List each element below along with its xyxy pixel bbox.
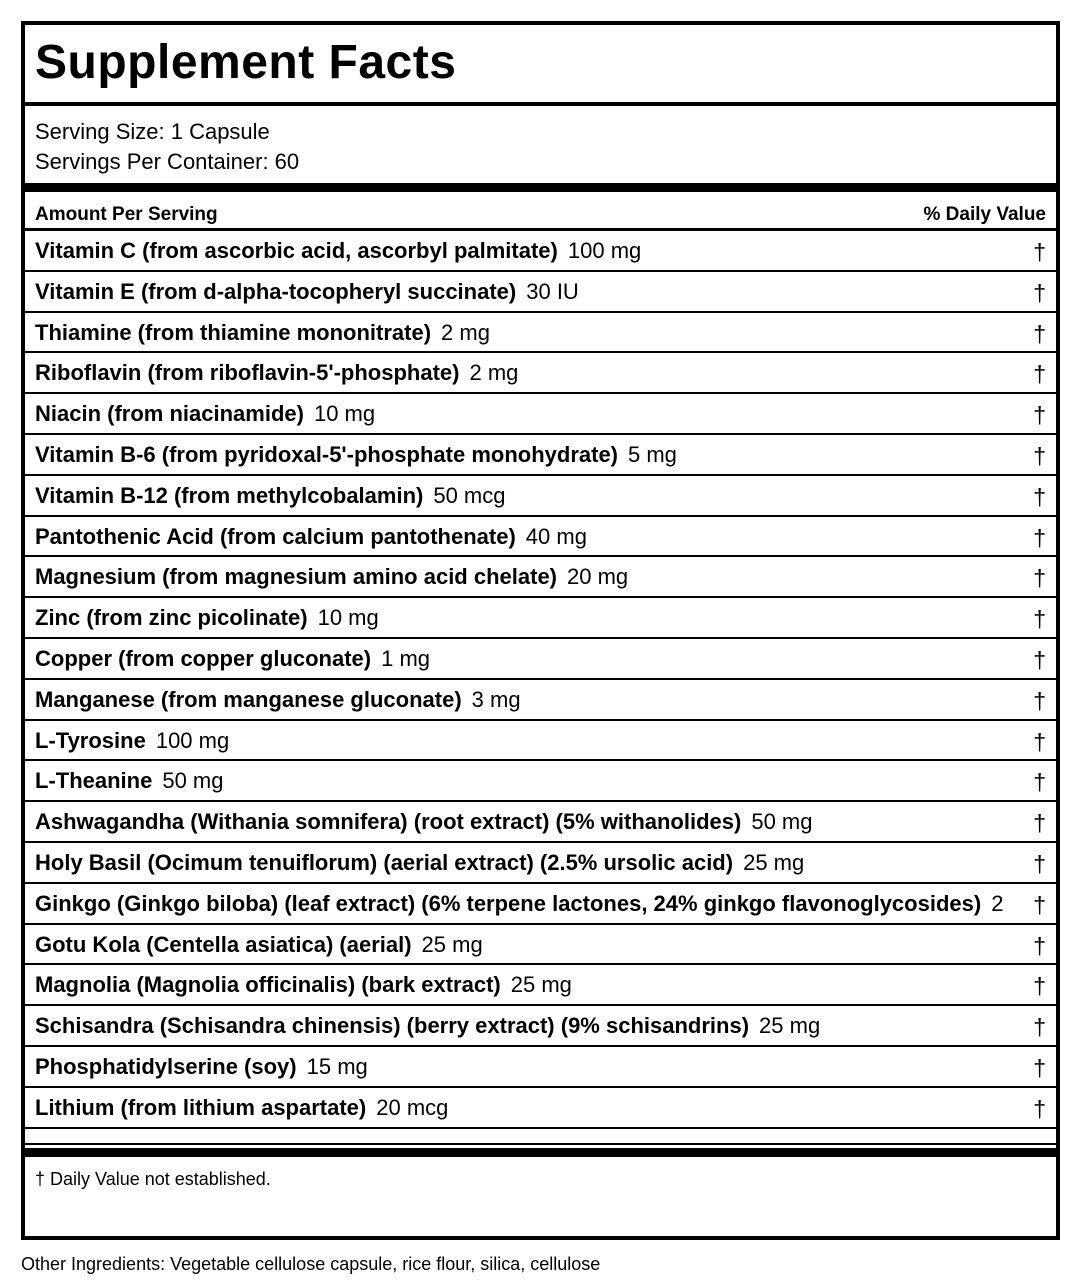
daily-value-dagger: † — [1033, 687, 1046, 714]
daily-value-dagger: † — [1033, 1014, 1046, 1041]
daily-value-dagger: † — [1033, 361, 1046, 388]
column-header — [25, 198, 1056, 228]
nutrient-name: Ginkgo (Ginkgo biloba) (leaf extract) (6% terpene lactones, 24% ginkgo flavonoglycosides) — [35, 890, 982, 916]
nutrient-row — [25, 1088, 1056, 1129]
nutrient-name: Niacin (from niacinamide) — [35, 401, 304, 427]
nutrient-text — [35, 728, 229, 754]
nutrient-text — [35, 524, 587, 550]
nutrient-name: Magnolia (Magnolia officinalis) (bark extract) — [35, 972, 501, 998]
nutrient-amount: 30 IU — [526, 278, 579, 304]
nutrient-row — [25, 353, 1056, 394]
daily-value-dagger: † — [1033, 279, 1046, 306]
nutrient-name: Vitamin C (from ascorbic acid, ascorbyl palmitate) — [35, 238, 558, 263]
daily-value-dagger: † — [1033, 1095, 1046, 1122]
nutrient-name: Holy Basil (Ocimum tenuiflorum) (aerial extract) (2.5% ursolic acid) — [35, 849, 734, 875]
nutrient-text — [35, 1054, 368, 1080]
nutrient-amount: 50 mg — [751, 809, 813, 835]
nutrient-text — [35, 809, 813, 835]
nutrient-text — [35, 238, 641, 264]
nutrient-row — [25, 761, 1056, 802]
nutrient-amount: 2 mg — [469, 360, 519, 386]
nutrient-name: Schisandra (Schisandra chinensis) (berry extract) (9% schisandrins) — [35, 1013, 750, 1039]
nutrient-text — [35, 483, 506, 509]
nutrient-name: Gotu Kola (Centella asiatica) (aerial) — [35, 931, 412, 957]
nutrient-amount: 3 mg — [471, 686, 521, 712]
nutrient-row — [25, 272, 1056, 313]
nutrient-row — [25, 1006, 1056, 1047]
daily-value-dagger: † — [1033, 932, 1046, 959]
serving-info — [35, 117, 299, 177]
nutrient-text — [35, 320, 490, 346]
nutrient-row — [25, 313, 1056, 354]
nutrient-row — [25, 435, 1056, 476]
nutrient-text — [35, 1095, 448, 1121]
nutrient-text — [35, 279, 579, 305]
nutrient-name: Manganese (from manganese gluconate) — [35, 686, 462, 712]
nutrient-amount: 20 mg — [567, 564, 629, 590]
nutrient-row — [25, 802, 1056, 843]
nutrient-amount: 20 mcg — [376, 1094, 449, 1120]
daily-value-dagger: † — [1033, 891, 1046, 918]
nutrient-text — [35, 891, 1003, 917]
nutrient-text — [35, 442, 677, 468]
nutrient-row — [25, 476, 1056, 517]
daily-value-dagger: † — [1033, 1054, 1046, 1081]
nutrient-name: L-Theanine — [35, 768, 153, 794]
nutrient-row — [25, 680, 1056, 721]
nutrient-list — [25, 231, 1056, 1129]
nutrient-amount: 10 mg — [317, 605, 379, 631]
nutrient-text — [35, 605, 379, 631]
nutrient-text — [35, 360, 518, 386]
nutrient-amount: 15 mg — [306, 1053, 368, 1079]
nutrient-name: Vitamin B-12 (from methylcobalamin) — [35, 482, 424, 508]
nutrient-amount: 10 mg — [313, 401, 376, 427]
nutrient-name: Copper (from copper gluconate) — [35, 645, 372, 671]
nutrient-row — [25, 517, 1056, 558]
daily-value-dagger: † — [1033, 850, 1046, 877]
nutrient-text — [35, 768, 224, 794]
nutrient-name: Lithium (from lithium aspartate) — [35, 1094, 367, 1120]
nutrient-amount: 5 mg — [628, 441, 677, 467]
nutrient-name: Zinc (from zinc picolinate) — [35, 605, 308, 631]
nutrient-text — [35, 972, 572, 998]
nutrient-amount: 100 mg — [567, 238, 642, 263]
daily-value-dagger: † — [1033, 810, 1046, 837]
daily-value-dagger: † — [1033, 973, 1046, 1000]
nutrient-row — [25, 394, 1056, 435]
nutrient-row — [25, 639, 1056, 680]
servings-per-container: Servings Per Container: 60 — [35, 149, 300, 174]
nutrient-row — [25, 231, 1056, 272]
thick-divider-top — [25, 183, 1056, 192]
nutrient-row — [25, 965, 1056, 1006]
nutrient-row — [25, 721, 1056, 762]
nutrient-amount: 25 mg — [510, 972, 572, 998]
daily-value-dagger: † — [1033, 646, 1046, 673]
nutrient-row — [25, 557, 1056, 598]
nutrient-amount: 25 mg — [421, 931, 483, 957]
daily-value-dagger: † — [1033, 320, 1046, 347]
nutrient-row — [25, 598, 1056, 639]
nutrient-amount: 50 mg — [162, 768, 224, 794]
other-ingredients: Other Ingredients: Vegetable cellulose capsule, rice flour, silica, cellulose — [21, 1254, 601, 1274]
title-box — [25, 25, 1056, 106]
nutrient-name: Ashwagandha (Withania somnifera) (root extract) (5% withanolides) — [35, 809, 742, 835]
nutrient-amount: 1 mg — [381, 645, 431, 671]
daily-value-dagger: † — [1033, 728, 1046, 755]
nutrient-text — [35, 646, 430, 672]
nutrient-text — [35, 932, 483, 958]
daily-value-dagger: † — [1033, 442, 1046, 469]
nutrient-name: Vitamin E (from d-alpha-tocopheryl succinate) — [35, 278, 517, 304]
nutrient-row — [25, 843, 1056, 884]
amount-per-serving-header: Amount Per Serving — [35, 204, 218, 225]
nutrient-name: Pantothenic Acid (from calcium pantothenate) — [35, 523, 516, 549]
nutrient-name: Riboflavin (from riboflavin-5'-phosphate) — [35, 360, 460, 386]
nutrient-text — [35, 850, 804, 876]
nutrient-amount: 2 — [991, 890, 1004, 916]
daily-value-dagger: † — [1033, 483, 1046, 510]
daily-value-header: % Daily Value — [923, 204, 1046, 225]
daily-value-dagger: † — [1033, 524, 1046, 551]
nutrient-text — [35, 687, 521, 713]
nutrient-text — [35, 401, 375, 427]
nutrient-amount: 100 mg — [155, 727, 230, 753]
nutrient-row — [25, 1047, 1056, 1088]
nutrient-text — [35, 1013, 820, 1039]
nutrient-row — [25, 925, 1056, 966]
daily-value-dagger: † — [1033, 239, 1046, 265]
serving-size: Serving Size: 1 Capsule — [35, 119, 270, 144]
daily-value-dagger: † — [1033, 565, 1046, 592]
nutrient-amount: 50 mcg — [433, 482, 506, 508]
bottom-thin-rule — [25, 1143, 1056, 1145]
daily-value-dagger: † — [1033, 769, 1046, 796]
daily-value-dagger: † — [1033, 402, 1046, 429]
nutrient-row — [25, 884, 1056, 925]
nutrient-name: Phosphatidylserine (soy) — [35, 1053, 297, 1079]
nutrient-text — [35, 564, 628, 590]
panel-title: Supplement Facts — [35, 36, 457, 89]
footnote: † Daily Value not established. — [35, 1169, 271, 1189]
supplement-facts-panel — [21, 21, 1060, 1240]
nutrient-amount: 40 mg — [525, 523, 587, 549]
nutrient-name: L-Tyrosine — [35, 727, 146, 753]
nutrient-amount: 2 mg — [441, 319, 490, 345]
thick-divider-bottom — [25, 1148, 1056, 1157]
nutrient-name: Magnesium (from magnesium amino acid chelate) — [35, 564, 558, 590]
nutrient-amount: 25 mg — [759, 1013, 821, 1039]
nutrient-name: Thiamine (from thiamine mononitrate) — [35, 319, 432, 345]
nutrient-amount: 25 mg — [743, 849, 805, 875]
nutrient-name: Vitamin B-6 (from pyridoxal-5'-phosphate monohydrate) — [35, 441, 618, 467]
daily-value-dagger: † — [1033, 606, 1046, 633]
